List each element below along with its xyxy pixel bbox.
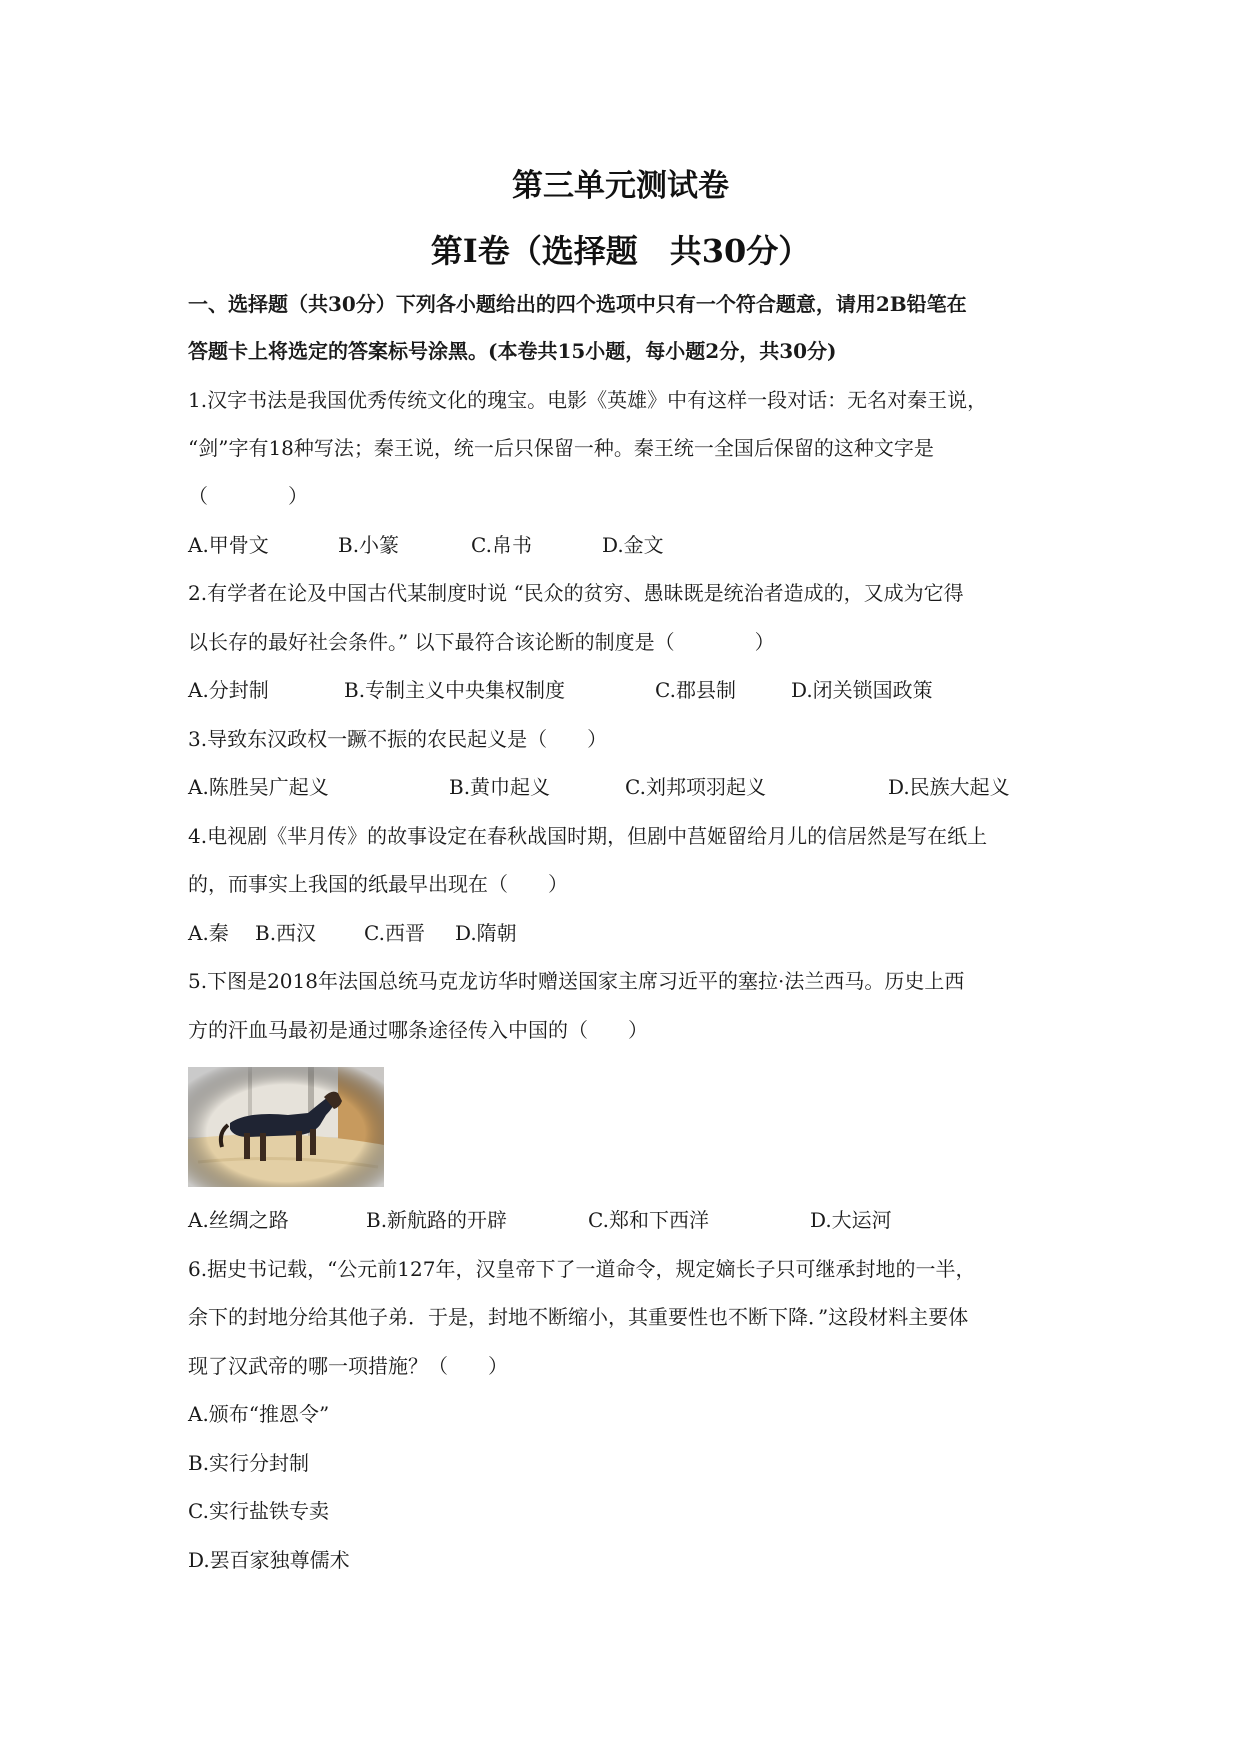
option-c: C.郡县制 [655, 678, 736, 702]
question-3-text: 3.导致东汉政权一蹶不振的农民起义是（ ） [188, 727, 608, 751]
option-d: D.闭关锁国政策 [791, 678, 933, 702]
question-1-text: “剑”字有18种写法；秦王说，统一后只保留一种。秦王统一全国后保留的这种文字是 [188, 436, 934, 460]
option-d: D.隋朝 [455, 921, 517, 945]
option-d: D.罢百家独尊儒术 [188, 1548, 350, 1572]
question-6-text: 现了汉武帝的哪一项措施？（ ） [188, 1354, 508, 1378]
option-b: B.小篆 [338, 533, 400, 557]
question-6-text: 余下的封地分给其他子弟．于是，封地不断缩小，其重要性也不断下降．”这段材料主要体 [188, 1305, 969, 1329]
option-c: C.郑和下西洋 [588, 1208, 709, 1232]
option-d: D.大运河 [810, 1208, 892, 1232]
horse-photo [188, 1067, 384, 1187]
question-1-text: 1.汉字书法是我国优秀传统文化的瑰宝。电影《英雄》中有这样一段对话：无名对秦王说， [188, 388, 988, 412]
question-2-text: 2.有学者在论及中国古代某制度时说 “民众的贫穷、愚昧既是统治者造成的，又成为它得 [188, 581, 964, 605]
question-4-text: 4.电视剧《芈月传》的故事设定在春秋战国时期，但剧中莒姬留给月儿的信居然是写在纸上 [188, 824, 988, 848]
option-d: D.金文 [602, 533, 664, 557]
question-4-text: 的，而事实上我国的纸最早出现在（ ） [188, 872, 568, 896]
page-title: 第三单元测试卷 [512, 168, 729, 204]
option-a: A.甲骨文 [188, 533, 269, 557]
option-a: A.分封制 [188, 678, 269, 702]
option-c: C.西晋 [364, 921, 425, 945]
option-b: B.西汉 [255, 921, 317, 945]
question-5-text: 方的汗血马最初是通过哪条途径传入中国的（ ） [188, 1018, 648, 1042]
section-title: 第Ⅰ卷（选择题 共30分） [430, 232, 811, 270]
option-d: D.民族大起义 [888, 775, 1010, 799]
option-b: B.实行分封制 [188, 1451, 310, 1475]
option-a: A.丝绸之路 [188, 1208, 289, 1232]
option-a: A.颁布“推恩令” [188, 1402, 330, 1426]
question-5-text: 5.下图是2018年法国总统马克龙访华时赠送国家主席习近平的塞拉·法兰西马。历史上西 [188, 969, 965, 993]
option-a: A.陈胜吴广起义 [188, 775, 329, 799]
question-1-text: （ ） [188, 484, 308, 508]
option-c: C.刘邦项羽起义 [625, 775, 766, 799]
instructions-line: 答题卡上将选定的答案标号涂黑。(本卷共15小题，每小题2分，共30分) [188, 339, 837, 363]
option-b: B.新航路的开辟 [366, 1208, 508, 1232]
instructions-line: 一、选择题（共30分）下列各小题给出的四个选项中只有一个符合题意，请用2B铅笔在 [188, 292, 967, 316]
option-b: B.黄巾起义 [449, 775, 551, 799]
option-a: A.秦 [188, 921, 229, 945]
question-2-text: 以长存的最好社会条件。” 以下最符合该论断的制度是（ ） [188, 630, 775, 654]
option-b: B.专制主义中央集权制度 [344, 678, 566, 702]
option-c: C.实行盐铁专卖 [188, 1499, 329, 1523]
option-c: C.帛书 [471, 533, 532, 557]
question-6-text: 6.据史书记载，“公元前127年，汉皇帝下了一道命令，规定嫡长子只可继承封地的一半， [188, 1257, 976, 1281]
